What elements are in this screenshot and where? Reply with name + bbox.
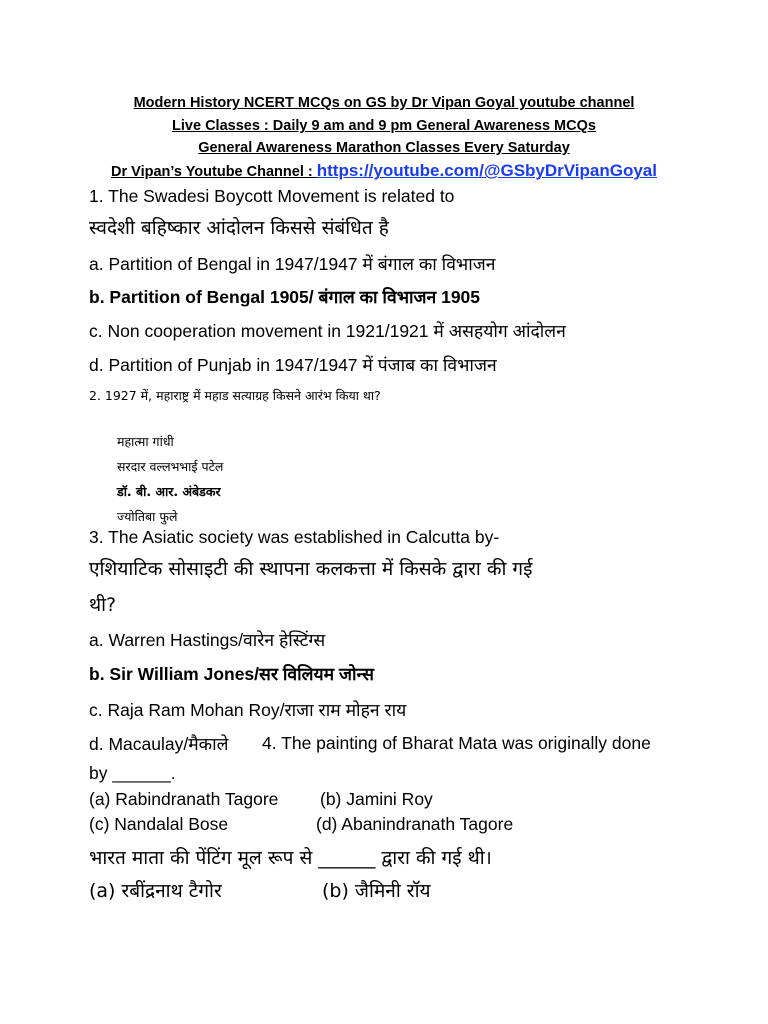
youtube-channel-link[interactable]: https://youtube.com/@GSbyDrVipanGoyal — [316, 161, 657, 180]
q2-option-2: सरदार वल्लभभाई पटेल — [117, 459, 224, 474]
channel-label: Dr Vipan’s Youtube Channel : — [111, 164, 317, 180]
q2-question-hi: 2. 1927 में, महाराष्ट्र में महाड सत्याग्रह किसने आरंभ किया था? — [89, 388, 381, 403]
q1-option-b: b. Partition of Bengal 1905/ बंगाल का विभाजन 1905 — [89, 287, 481, 307]
q2-option-4: ज्योतिबा फुले — [117, 509, 178, 524]
q3-option-c: c. Raja Ram Mohan Roy/राजा राम मोहन राय — [89, 700, 407, 720]
q4-option-b: (b) Jamini Roy — [320, 789, 433, 809]
q3-question-en: 3. The Asiatic society was established in Calcutta by- — [89, 527, 500, 547]
q3-option-d: d. Macaulay/मैकाले — [89, 734, 229, 754]
q1-question-hi: स्वदेशी बहिष्कार आंदोलन किससे संबंधित है — [89, 217, 389, 239]
header-channel-line — [0, 161, 768, 181]
q1-question-en: 1. The Swadesi Boycott Movement is related to — [89, 186, 455, 206]
q3-question-hi-line1: एशियाटिक सोसाइटी की स्थापना कलकत्ता में किसके द्वारा की गई — [89, 558, 533, 580]
header-title-line: Modern History NCERT MCQs on GS by Dr Vipan Goyal youtube channel — [133, 95, 635, 111]
q3-option-a: a. Warren Hastings/वारेन हेस्टिंग्स — [89, 630, 326, 650]
q4-question-en-line2: by ______. — [89, 763, 176, 783]
q1-option-c: c. Non cooperation movement in 1921/1921 में असहयोग आंदोलन — [89, 321, 566, 341]
q4-option-a: (a) Rabindranath Tagore — [89, 789, 279, 809]
q4-question-hi: भारत माता की पेंटिंग मूल रूप से ______ द्वारा की गई थी। — [89, 847, 492, 869]
q3-question-hi-line2: थी? — [89, 594, 117, 616]
header-live-classes-line: Live Classes : Daily 9 am and 9 pm General Awareness MCQs — [172, 118, 596, 134]
q2-option-3: डॉ. बी. आर. अंबेडकर — [117, 484, 221, 499]
q1-option-d: d. Partition of Punjab in 1947/1947 में पंजाब का विभाजन — [89, 355, 497, 375]
q4-option-c: (c) Nandalal Bose — [89, 814, 229, 834]
q3-option-b: b. Sir William Jones/सर विलियम जोन्स — [89, 664, 374, 684]
q2-option-1: महात्मा गांधी — [117, 434, 174, 449]
header-marathon-line: General Awareness Marathon Classes Every Saturday — [198, 140, 570, 156]
q4-option-d: (d) Abanindranath Tagore — [316, 814, 514, 834]
q4-question-en-line1: 4. The painting of Bharat Mata was originally done — [262, 733, 651, 753]
q4-option-a-hi: (a) रबींद्रनाथ टैगोर — [89, 880, 222, 902]
q4-option-b-hi: (b) जैमिनी रॉय — [322, 880, 431, 902]
q1-option-a: a. Partition of Bengal in 1947/1947 में बंगाल का विभाजन — [89, 254, 496, 274]
